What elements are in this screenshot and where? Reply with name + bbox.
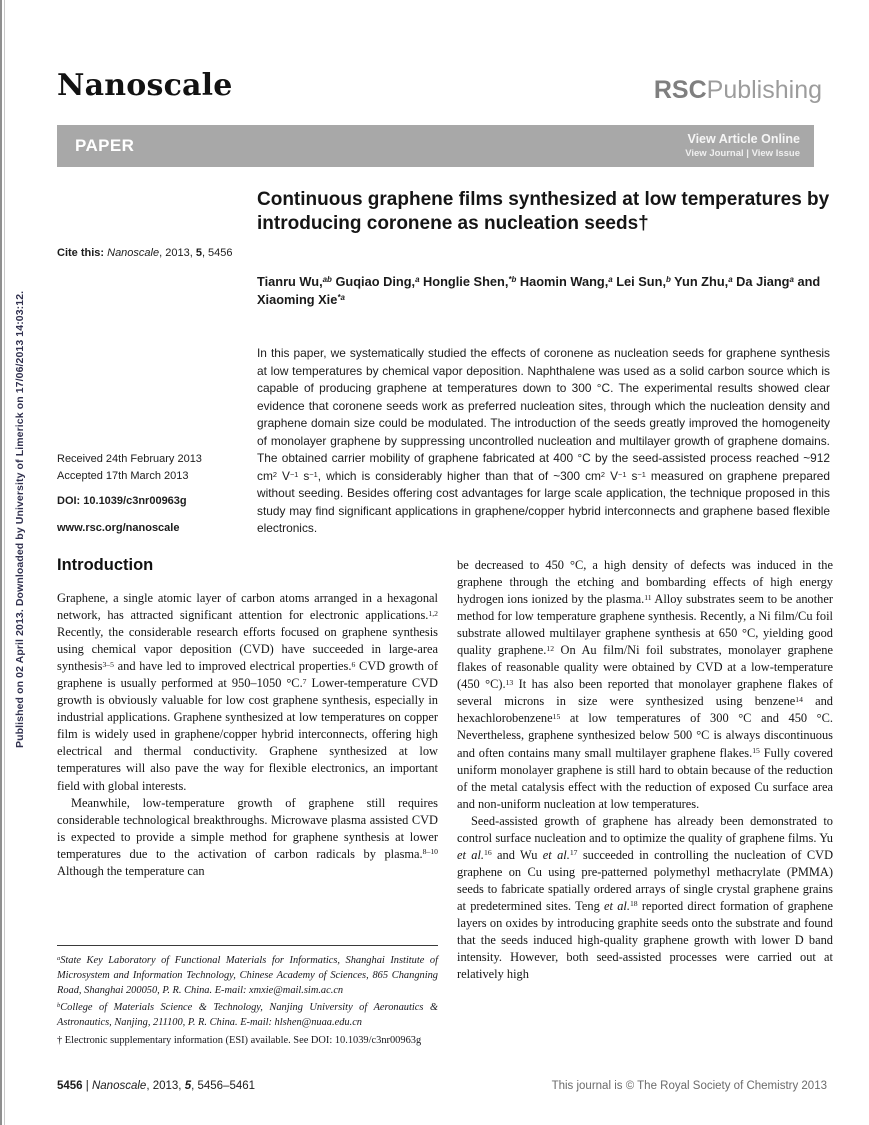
accepted-date: Accepted 17th March 2013 xyxy=(57,469,189,482)
publisher-publishing-text: Publishing xyxy=(706,76,822,104)
body-column-left xyxy=(57,556,438,880)
affiliation-footnote-b: $^b$College of Materials Science & Technology, Nanjing University of Aeronautics & Astronautics, Nanjing, 211100, P. R. China. E-mail: hlshen@nuaa.edu.cn xyxy=(57,1002,438,1029)
publisher-rsc-text: RSC xyxy=(653,76,707,104)
intro-paragraph-2: Meanwhile, low-temperature growth of graphene still requires considerable technological breakthroughs. Microwave plasma assisted CVD is expected to provide a simple method for graphene synthesis at lower temperatures due to the activation of carbon radicals by plasma.$^{8-10}$ Although the temperature can xyxy=(57,795,438,878)
page-left-edge-line xyxy=(0,0,2,1125)
received-date: Received 24th February 2013 xyxy=(57,453,202,465)
doi-line: DOI: 10.1039/c3nr00963g xyxy=(57,495,187,507)
page-left-edge-line-inner xyxy=(4,0,5,1125)
column2-paragraph-1: be decreased to 450 °C, a high density of defects was induced in the graphene through the etching and bombarding effects of high energy hydrogen ions ionized by the plasma.$^{11}$ Alloy substrates seem to be another method for low temperature graphene synthesis. Recently, a Ni film/Cu foil substrate allowed multilayer graphene synthesis at 650 °C, yielding good quality graphene.$^{12}$ On Au film/Ni foil substrates, monolayer graphene flakes of reasonable quality were obtained by CVD at a low-temperature (450 °C).$^{13}$ It has also been reported that monolayer graphene flakes of several microns in size were synthesized using benzene$^{14}$ and hexachlorobenzene$^{15}$ at low temperatures of 300 °C and 450 °C. Nevertheless, graphene synthesized below 500 °C is always discontinuous and often contains many small multilayer graphene flakes.$^{15}$ Fully covered uniform monolayer graphene is still hard to obtain because of the reduction of the metal catalysis effect with the reduction of exposed Cu surface area and non-uniform nucleation at low temperatures. xyxy=(457,558,833,811)
body-column-right xyxy=(457,557,833,983)
journal-website-link[interactable]: www.rsc.org/nanoscale xyxy=(57,521,180,534)
footer-copyright: This journal is © The Royal Society of Chemistry 2013 xyxy=(551,1080,827,1092)
intro-paragraph-1: Graphene, a single atomic layer of carbon atoms arranged in a hexagonal network, has attracted significant attention for electronic applications.$^{1,2}$ Recently, the considerable research efforts focused on graphene synthesis using chemical vapor deposition (CVD) have succeeded in large-area synthesis$^{3-5}$ and have led to improved electrical properties.$^6$ CVD growth of graphene is usually performed at 950–1050 °C.$^7$ Lower-temperature CVD growth is obviously valuable for low cost graphene synthesis, especially in industrial applications. Graphene synthesized at low temperatures on copper film is widely used in graphene/copper hybrid interconnects, offering high electrical and thermal conductivity. Graphene synthesized at low temperatures will also pave the way for flexible electronics, an important field with global interests. xyxy=(57,591,438,793)
publisher-logo xyxy=(654,76,822,105)
download-stamp: Published on 02 April 2013. Downloaded by University of Limerick on 17/06/2013 14:03:12. xyxy=(14,290,26,748)
journal-logo: Nanoscale xyxy=(57,68,233,103)
article-history-block xyxy=(57,451,247,536)
article-type-label: PAPER xyxy=(75,136,135,155)
article-title: Continuous graphene films synthesized at low temperatures by introducing coronene as nucleation seeds† xyxy=(257,189,830,234)
view-article-online-link[interactable]: View Article Online xyxy=(687,132,800,146)
esi-footnote: † Electronic supplementary information (ESI) available. See DOI: 10.1039/c3nr00963g xyxy=(57,1034,422,1046)
introduction-heading: Introduction xyxy=(57,556,154,574)
affiliation-footnote-a: $^a$State Key Laboratory of Functional Materials for Informatics, Shanghai Institute of Microsystem and Information Technology, Chinese Academy of Sciences, 865 Changning Road, Shanghai 200050, P. R. China. E-mail: xmxie@mail.sim.ac.cn xyxy=(57,955,438,996)
author-list: Tianru Wu,$^{ab}$ Guqiao Ding,$^a$ Honglie Shen,$^{*b}$ Haomin Wang,$^a$ Lei Sun,$^b$ Yun Zhu,$^a$ Da Jiang$^a$ and Xiaoming Xie$^{*a}$ xyxy=(257,274,821,307)
footer-page-citation: 5456 | Nanoscale, 2013, 5, 5456–5461 xyxy=(57,1080,256,1092)
article-type-banner xyxy=(57,125,814,167)
citation-line: Cite this: Nanoscale, 2013, 5, 5456 xyxy=(57,247,233,259)
abstract-text: In this paper, we systematically studied the effects of coronene as nucleation seeds for graphene synthesis at low temperatures by chemical vapor deposition. Naphthalene was used as a solid carbon source which is capable of producing graphene at temperatures down to 300 °C. The experimental results showed clear evidence that coronene seeds work as preferred nucleation sites, through which the nucleation density and graphene domain size could be modulated. The introduction of the seeds greatly improved the homogeneity of monolayer graphene by suppressing uncontrolled nucleation and multilayer growth of graphene domains. The obtained carrier mobility of graphene fabricated at 400 °C by the seed-assisted process reached ~912 $cm^2$ $V^{-1}$ $s^{-1}$, which is considerably higher than that of ~300 $cm^2$ $V^{-1}$ $s^{-1}$ measured on graphene prepared without seeding. Besides offering cost advantages for large scale application, the technique proposed in this study may find significant applications in graphene/copper hybrid interconnects and graphene based flexible electronics. xyxy=(257,346,831,536)
column2-paragraph-2: Seed-assisted growth of graphene has already been demonstrated to control surface nucleation and to optimize the quality of graphene films. Yu et al.$^{16}$ and Wu et al.$^{17}$ succeeded in controlling the nucleation of CVD graphene on Cu using pre-patterned polymethyl methacrylate (PMMA) seeds to fabricate spatially ordered arrays of single crystal graphene grains at predetermined sites. Teng et al.$^{18}$ reported direct formation of graphene layers on oxides by introducing graphite seeds onto the substrate and found that the seeds induced high-quality graphene growth with lower D band intensity. However, both seed-assisted processes were carried out at relatively high xyxy=(457,813,834,982)
online-links-block xyxy=(685,131,800,161)
footnotes-block xyxy=(57,945,438,1052)
view-journal-issue-links[interactable]: View Journal | View Issue xyxy=(685,148,800,160)
